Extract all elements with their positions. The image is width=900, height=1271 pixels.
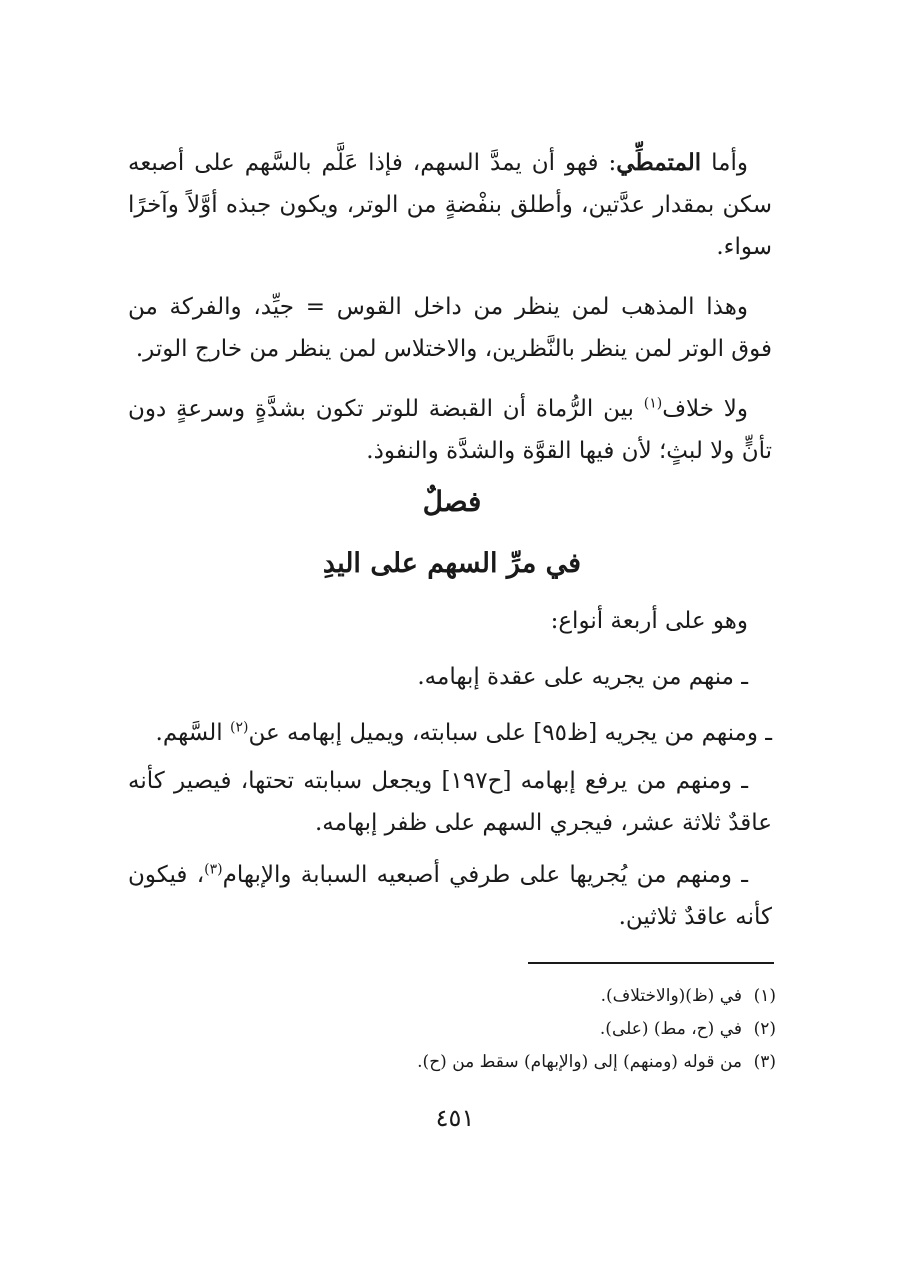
list-item-4-after: ، فيكون كأنه عاقدٌ ثلاثين. — [128, 862, 772, 930]
footnote-text: في (ح، مط) (على). — [599, 1019, 742, 1039]
footnote-text: من قوله (ومنهم) إلى (والإبهام) سقط من (ح). — [417, 1052, 742, 1072]
footnote-number: (٣) — [753, 1052, 776, 1072]
footnote — [126, 1046, 776, 1079]
page-number: ٤٥١ — [435, 1104, 475, 1132]
list-item-2-before: ـ ومنهم من يجريه [ظ٩٥] على سبابته، ويميل إبهامه عن — [248, 720, 772, 746]
paragraph-1-text — [128, 142, 772, 268]
list-item-2-after: السَّهم. — [155, 720, 230, 746]
list-item-4-before: ـ ومنهم من يُجريها على طرفي أصبعيه السبابة والإبهام — [222, 862, 748, 888]
term-mutamatti: المتمطِّي — [616, 149, 702, 176]
list-item — [128, 760, 772, 844]
footnote-number: (١) — [753, 986, 776, 1006]
paragraph-qabda — [128, 388, 772, 472]
paragraph-1-rest: : فهو أن يمدَّ السهم، فإذا عَلَّم بالسَّهم على أصبعه سكن بمقدار عدَّتين، وأطلق بنفْضةٍ من الوتر، ويكون جبذه أوَّلاً وآخرًا سواء. — [128, 150, 772, 260]
list-item-2-text — [128, 712, 772, 754]
list-item — [128, 656, 772, 698]
section-heading: فصلٌ — [422, 485, 482, 518]
paragraph-mutamatti — [128, 142, 772, 268]
paragraph-3-before: ولا خلاف — [662, 396, 748, 422]
footnote-ref-3: (٣) — [204, 861, 223, 878]
footnote-ref-1: (١) — [643, 395, 663, 412]
paragraph-1-lead: وأما — [701, 150, 749, 176]
list-item — [128, 712, 772, 754]
footnote-ref-2: (٢) — [229, 719, 249, 736]
footnote-text: في (ظ)(والاختلاف). — [600, 986, 742, 1006]
footnotes — [126, 980, 776, 1079]
list-intro — [128, 600, 772, 642]
paragraph-madhhab — [128, 286, 772, 370]
paragraph-3-text — [128, 388, 772, 472]
footnote — [126, 980, 776, 1013]
paragraph-2-text: وهذا المذهب لمن ينظر من داخل القوس = جيِّد، والفركة من فوق الوتر لمن ينظر بالنَّظرين، والاختلاس لمن ينظر من خارج الوتر. — [128, 294, 772, 362]
paragraph-3-after: بين الرُّماة أن القبضة للوتر تكون بشدَّةٍ وسرعةٍ دون تأنٍّ ولا لبثٍ؛ لأن فيها القوَّة والشدَّة والنفوذ. — [128, 396, 772, 464]
list-intro-text: وهو على أربعة أنواع: — [550, 608, 748, 634]
footnote-divider — [528, 962, 774, 964]
list-item-3-text: ـ ومنهم من يرفع إبهامه [ح١٩٧] ويجعل سبابته تحتها، فيصير كأنه عاقدٌ ثلاثة عشر، فيجري السهم على ظفر إبهامه. — [128, 768, 772, 836]
list-item-1-text: ـ منهم من يجريه على عقدة إبهامه. — [417, 664, 748, 690]
list-item — [128, 854, 772, 938]
list-item-4-text — [128, 854, 772, 938]
section-subheading: في مرِّ السهم على اليدِ — [322, 548, 582, 579]
footnote-number: (٢) — [753, 1019, 776, 1039]
footnote — [126, 1013, 776, 1046]
